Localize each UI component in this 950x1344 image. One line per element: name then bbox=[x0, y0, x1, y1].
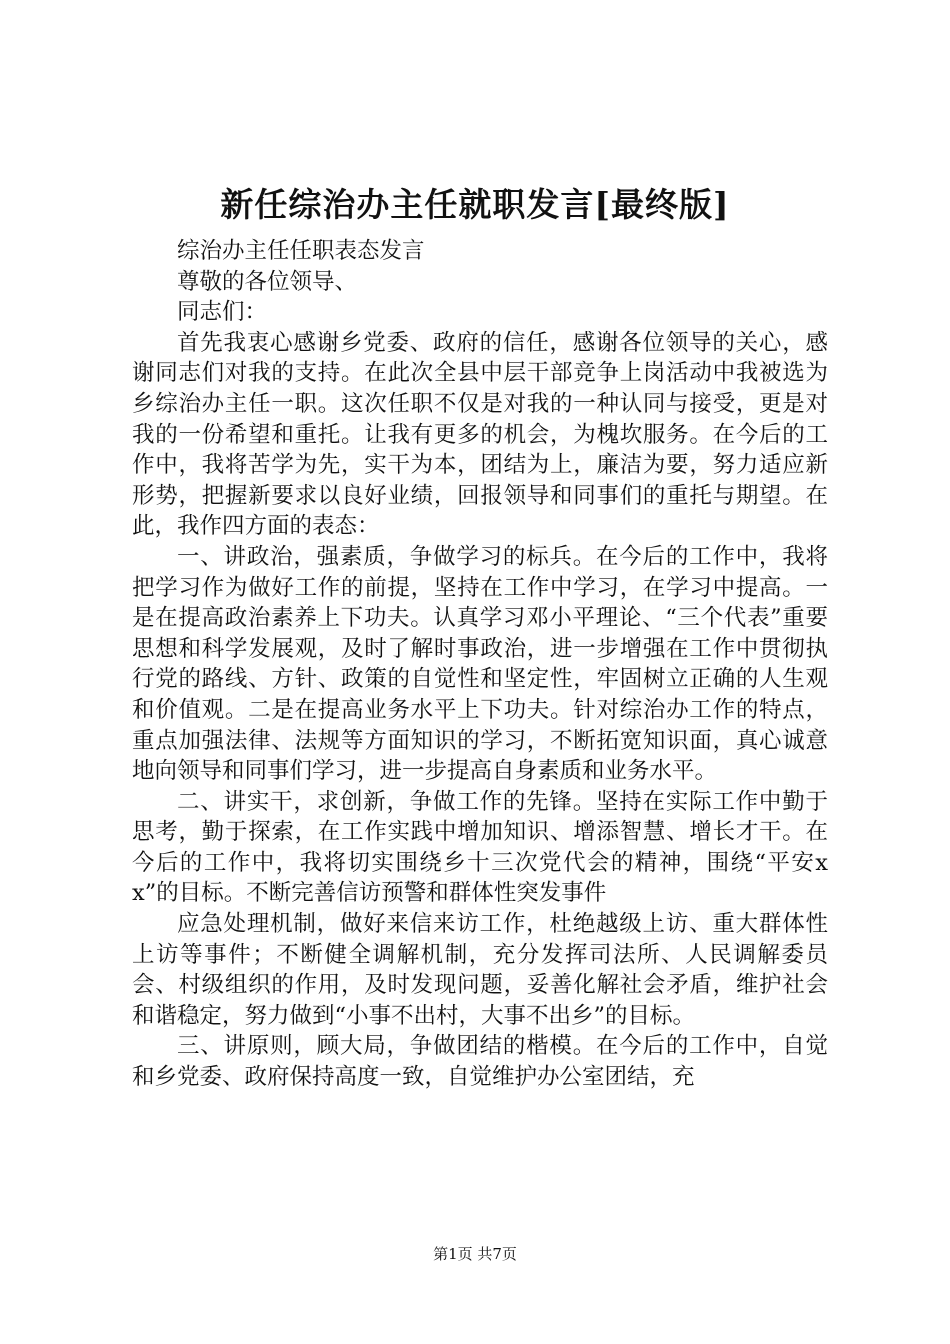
paragraph-subtitle: 综治办主任任职表态发言 bbox=[177, 238, 425, 264]
paragraph-section-2-continued: 应急处理机制，做好来信来访工作，杜绝越级上访、重大群体性上访等事件；不断健全调解机制，充分发挥司法所、人民调解委员会、村级组织的作用，及时发现问题，妥善化解社会矛盾，维护社会和谐稳定，努力做到“小事不出村，大事不出乡”的目标。 bbox=[132, 911, 828, 1029]
paragraph-salutation-1: 尊敬的各位领导、 bbox=[177, 268, 358, 295]
paragraph-section-1: 一、讲政治，强素质，争做学习的标兵。在今后的工作中，我将把学习作为做好工作的前提，坚持在工作中学习，在学习中提高。一是在提高政治素养上下功夫。认真学习邓小平理论、“三个代表”重要思想和科学发展观，及时了解时事政治，进一步增强在工作中贯彻执行党的路线、方针、政策的自觉性和坚定性，牢固树立正确的人生观和价值观。二是在提高业务水平上下功夫。针对综治办工作的特点，重点加强法律、法规等方面知识的学习，不断拓宽知识面，真心诚意地向领导和同事们学习，进一步提高自身素质和业务水平。 bbox=[132, 543, 828, 785]
document-title: 新任综治办主任就职发言[最终版] bbox=[220, 185, 730, 224]
paragraph-salutation-2: 同志们： bbox=[177, 299, 268, 326]
document-body bbox=[132, 236, 828, 1093]
page-number: 第1页 共7页 bbox=[433, 1245, 517, 1263]
paragraph-intro: 首先我衷心感谢乡党委、政府的信任，感谢各位领导的关心，感谢同志们对我的支持。在此次全县中层干部竞争上岗活动中我被选为乡综治办主任一职。这次任职不仅是对我的一种认同与接受，更是对我的一份希望和重托。让我有更多的机会，为槐坎服务。在今后的工作中，我将苦学为先，实干为本，团结为上，廉洁为要，努力适应新形势，把握新要求以良好业绩，回报领导和同事们的重托与期望。在此，我作四方面的表态： bbox=[132, 329, 828, 540]
paragraph-section-2: 二、讲实干，求创新，争做工作的先锋。坚持在实际工作中勤于思考，勤于探索，在工作实践中增加知识、增添智慧、增长才干。在今后的工作中，我将切实围绕乡十三次党代会的精神，围绕“平安xx”的目标。不断完善信访预警和群体性突发事件 bbox=[132, 788, 828, 907]
paragraph-section-3: 三、讲原则，顾大局，争做团结的楷模。在今后的工作中，自觉和乡党委、政府保持高度一致，自觉维护办公室团结，充 bbox=[132, 1033, 828, 1091]
